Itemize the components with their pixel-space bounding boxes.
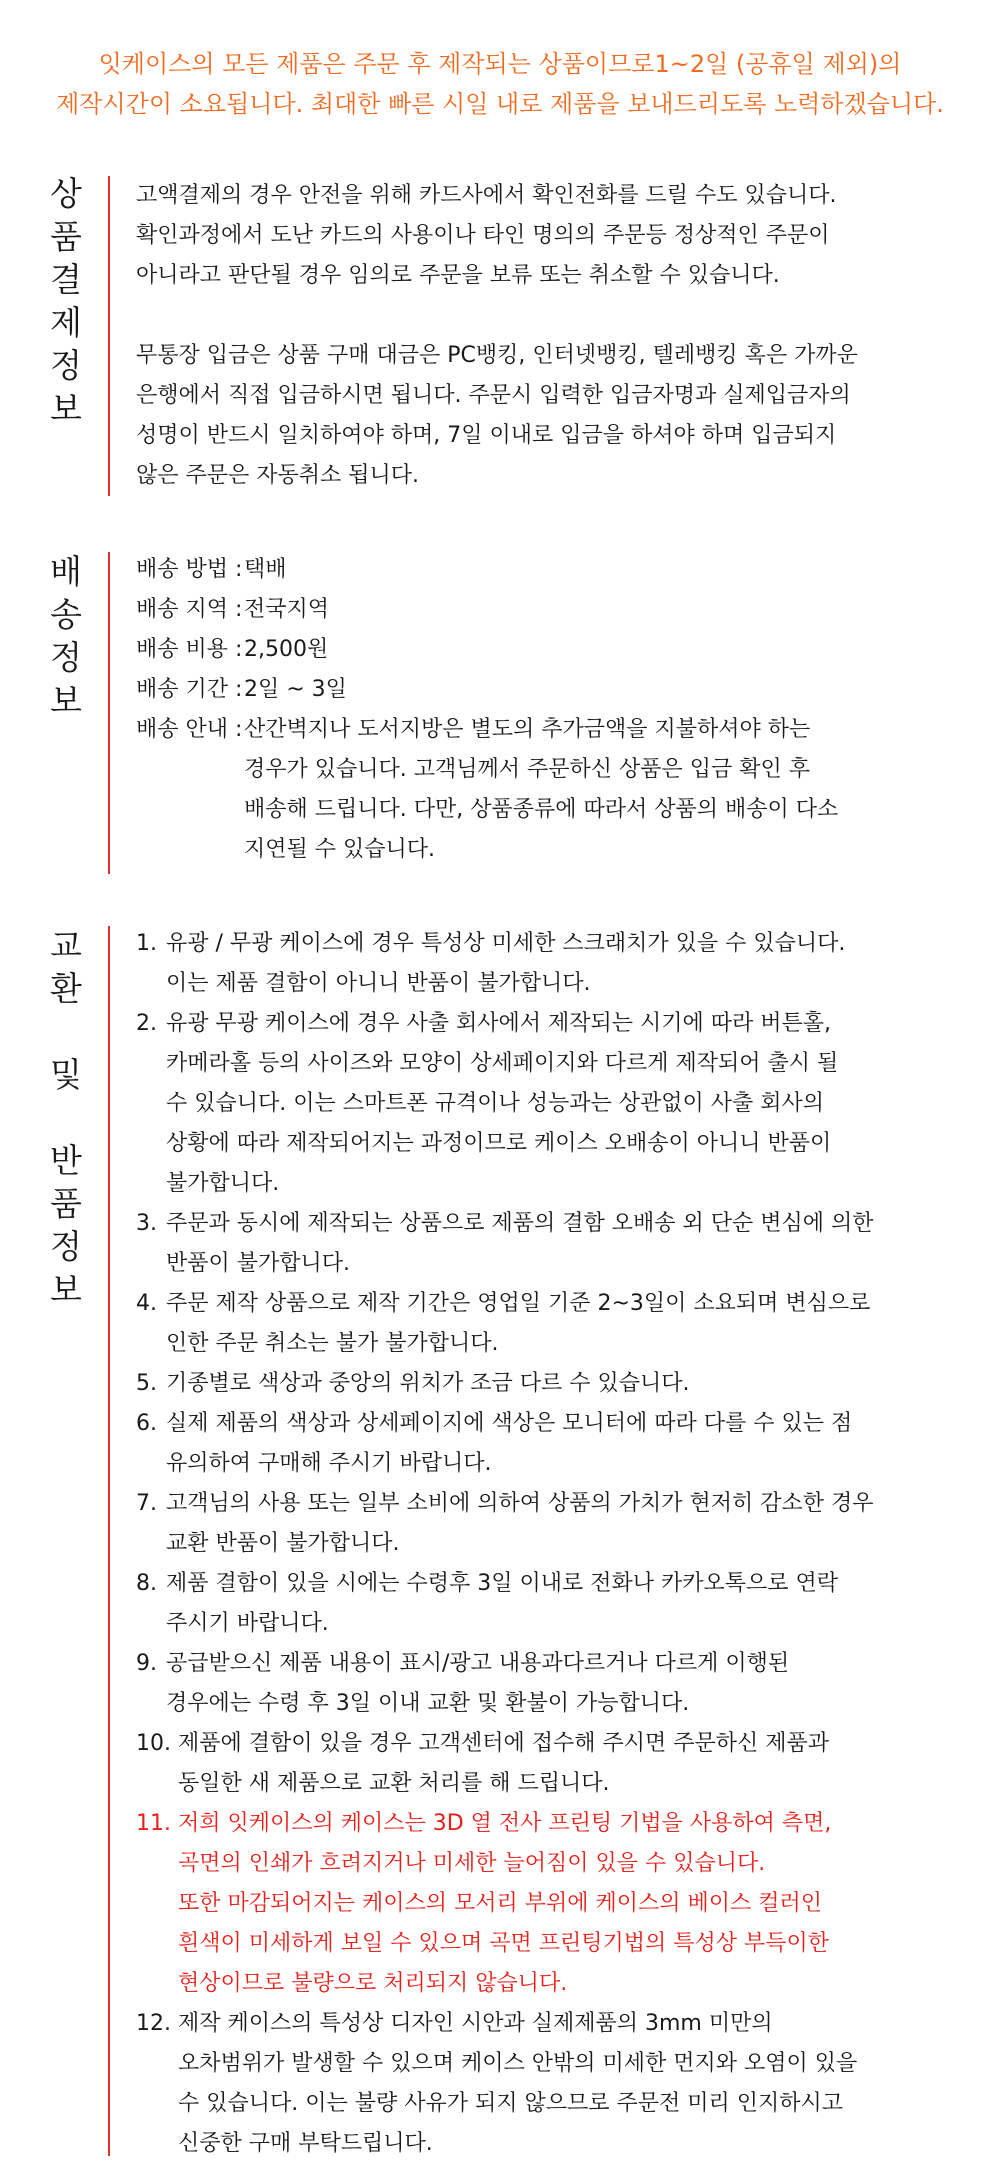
list-item: 9. 공급받으신 제품 내용이 표시/광고 내용과다르거나 다르게 이행된 경우에는 수령 후 3일 이내 교환 및 환불이 가능합니다. [136, 1651, 790, 1716]
card-payment-paragraph: 고액결제의 경우 안전을 위해 카드사에서 확인전화를 드릴 수도 있습니다. 확인과정에서 도난 카드의 사용이나 타인 명의의 주문등 정상적인 주문이 아니라고 판단될 경우 임의로 주문을 보류 또는 취소할 수 있습니다. [136, 183, 837, 288]
shipping-info-title: 배 송 정 보 [50, 552, 82, 720]
list-item: 10. 제품에 결함이 있을 경우 고객센터에 접수해 주시면 주문하신 제품과 동일한 새 제품으로 교환 처리를 해 드립니다. [136, 1731, 830, 1796]
section-divider-line [108, 552, 110, 874]
shipping-region-row: 배송 지역 : 전국지역 [136, 597, 330, 622]
list-item: 1. 유광 / 무광 케이스에 경우 특성상 미세한 스크래치가 있을 수 있습니다. 이는 제품 결함이 아니니 반품이 불가합니다. [136, 931, 846, 996]
exchange-return-list [136, 924, 874, 2164]
shipping-method-row: 배송 방법 : 택배 [136, 557, 287, 582]
list-item: 6. 실제 제품의 색상과 상세페이지에 색상은 모니터에 따라 다를 수 있는 점 유의하여 구매해 주시기 바랍니다. [136, 1411, 853, 1476]
shipping-cost-row: 배송 비용 : 2,500원 [136, 637, 329, 662]
list-item: 8. 제품 결함이 있을 시에는 수령후 3일 이내로 전화나 카카오톡으로 연락 주시기 바랍니다. [136, 1571, 838, 1636]
list-item: 3. 주문과 동시에 제작되는 상품으로 제품의 결함 오배송 외 단순 변심에 의한 반품이 불가합니다. [136, 1211, 874, 1276]
exchange-return-title: 교 환 및 반 품 정 보 [50, 926, 82, 1309]
section-divider-line [108, 926, 110, 2156]
shipping-period-row: 배송 기간 : 2일 ~ 3일 [136, 677, 347, 702]
order-notice [0, 44, 1000, 124]
bank-transfer-paragraph: 무통장 입금은 상품 구매 대금은 PC뱅킹, 인터넷뱅킹, 텔레뱅킹 혹은 가까운 은행에서 직접 입금하시면 됩니다. 주문시 입력한 입금자명과 실제입금자의 성명이 반드시 일치하여야 하며, 7일 이내로 입금을 하셔야 하며 입금되지 않은 주문은 자동취소 됩니다. [136, 343, 858, 488]
highlighted-list-item: 11. 저희 잇케이스의 케이스는 3D 열 전사 프린팅 기법을 사용하여 측면, 곡면의 인쇄가 흐려지거나 미세한 늘어짐이 있을 수 있습니다. 또한 마감되어지는 케이스의 모서리 부위에 케이스의 베이스 컬러인 흰색이 미세하게 보일 수 있으며 곡면 프린팅기법의 특성상 부득이한 현상이므로 불량으로 처리되지 않습니다. [136, 1811, 832, 1996]
list-item: 2. 유광 무광 케이스에 경우 사출 회사에서 제작되는 시기에 따라 버튼홀, 카메라홀 등의 사이즈와 모양이 상세페이지와 다르게 제작되어 출시 될 수 있습니다. 이는 스마트폰 규격이나 성능과는 상관없이 사출 회사의 상황에 따라 제작되어지는 과정이므로 케이스 오배송이 아니니 반품이 불가합니다. [136, 1011, 839, 1196]
shipping-info-body [136, 550, 838, 870]
notice-line: 제작시간이 소요됩니다. 최대한 빠른 시일 내로 제품을 보내드리도록 노력하겠습니다. [56, 90, 944, 118]
payment-info-title: 상 품 결 제 정 보 [50, 174, 82, 428]
list-item: 5. 기종별로 색상과 중앙의 위치가 조금 다르 수 있습니다. [136, 1371, 690, 1396]
shipping-guide-row: 배송 안내 : 산간벽지나 도서지방은 별도의 추가금액을 지불하셔야 하는 경우가 있습니다. 고객님께서 주문하신 상품은 입금 확인 후 배송해 드립니다. 다만, 상품종류에 따라서 상품의 배송이 다소 지연될 수 있습니다. [136, 717, 839, 862]
payment-info-body [136, 176, 858, 496]
list-item: 7. 고객님의 사용 또는 일부 소비에 의하여 상품의 가치가 현저히 감소한 경우 교환 반품이 불가합니다. [136, 1491, 874, 1556]
list-item: 4. 주문 제작 상품으로 제작 기간은 영업일 기준 2~3일이 소요되며 변심으로 인한 주문 취소는 불가 불가합니다. [136, 1291, 871, 1356]
notice-line: 잇케이스의 모든 제품은 주문 후 제작되는 상품이므로1~2일 (공휴일 제외)의 [98, 50, 902, 78]
section-divider-line [108, 176, 110, 496]
list-item: 12. 제작 케이스의 특성상 디자인 시안과 실제제품의 3mm 미만의 오차범위가 발생할 수 있으며 케이스 안밖의 미세한 먼지와 오염이 있을 수 있습니다. 이는 불량 사유가 되지 않으므로 주문전 미리 인지하시고 신중한 구매 부탁드립니다. [136, 2011, 858, 2156]
